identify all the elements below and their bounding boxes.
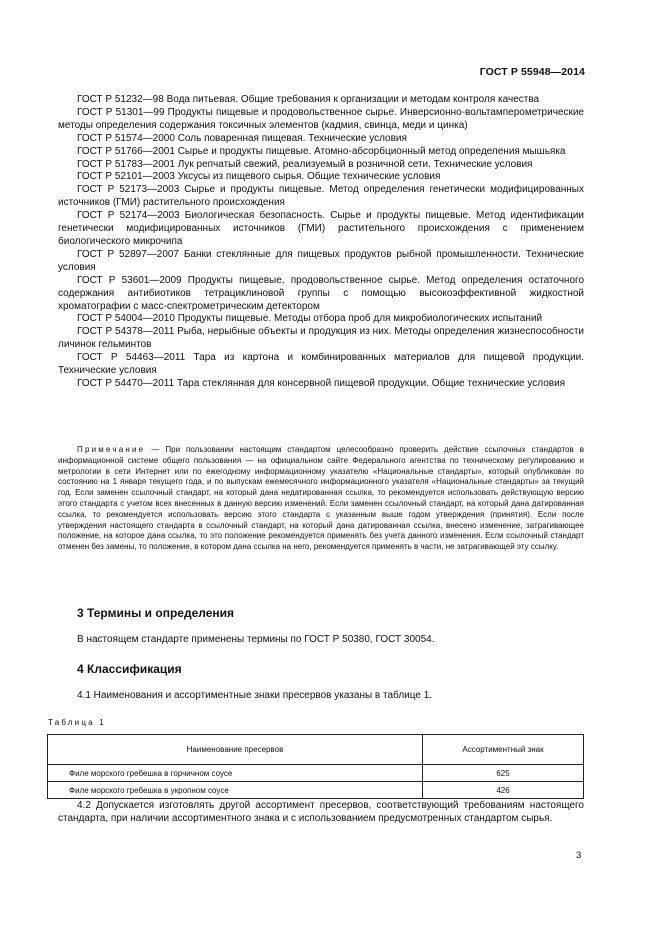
reference-item: ГОСТ Р 51232—98 Вода питьевая. Общие требования к организации и методам контроля качества <box>77 94 540 105</box>
reference-item: ГОСТ Р 51766—2001 Сырье и продукты пищевые. Атомно-абсорбционный метод определения мышьяка <box>77 145 566 157</box>
product-name-cell: Филе морского гребешка в горчичном соусе <box>48 765 423 782</box>
document-id-header: ГОСТ Р 55948—2014 <box>479 66 585 78</box>
note-text: — При пользовании настоящим стандартом целесообразно проверить действие ссылочных стандартов в информационной системе общего пользования — на официальном сайте Федерального агентства по техническому регулированию и метрологии в сети Интернет или по ежегодному информационному указателю «Национальные стандарты», который опубликован по состоянию на 1 января текущего года, и по выпускам ежемесячного информационного указателя «Национальные стандарты» за текущий год. Если заменен ссылочный стандарт, на который дана недатированная ссылка, то рекомендуется использовать действующую версию этого стандарта с учетом всех внесенных в данную версию изменений. Если заменен ссылочный стандарт, на который дана датированная ссылка, то рекомендуется использовать версию этого стандарта с указанным выше годом утверждения (принятия). Если после утверждения настоящего стандарта в ссылочный стандарт, на который дана датированная ссылка, внесено изменение, затрагивающее положение, на которое дана ссылка, то это положение рекомендуется применять без учета данного изменения. Если ссылочный стандарт отменен без замены, то положение, в котором дана ссылка на него, рекомендуется применять в части, не затрагивающей эту ссылку. <box>58 445 584 552</box>
reference-item: ГОСТ Р 53601—2009 Продукты пищевые, продовольственное сырье. Метод определения остаточного содержания антибиотиков тетрациклиновой группы с помощью высокоэффективной жидкостной хроматографии с масс-спектрометрическим детектором <box>58 274 584 312</box>
column-header-name: Наименование пресервов <box>48 735 423 765</box>
section-4-heading: 4 Классификация <box>77 662 182 676</box>
table-header-row <box>48 735 584 765</box>
assortment-code-cell: 625 <box>423 765 584 782</box>
section-3-text: В настоящем стандарте применены термины по ГОСТ Р 50380, ГОСТ 30054. <box>77 634 435 645</box>
reference-item: ГОСТ Р 51301—99 Продукты пищевые и продовольственное сырье. Инверсионно-вольтамперометрические методы определения содержания токсичных элементов (кадмия, свинца, меди и цинка) <box>58 106 584 131</box>
column-header-code: Ассортиментный знак <box>423 735 584 765</box>
table-row <box>48 765 584 782</box>
paragraph-4-1: 4.1 Наименования и ассортиментные знаки пресервов указаны в таблице 1. <box>77 690 433 701</box>
reference-item: ГОСТ Р 51574—2000 Соль поваренная пищевая. Технические условия <box>77 132 407 144</box>
note-label: Примечание <box>77 445 146 454</box>
product-name-cell: Филе морского гребешка в укропном соусе <box>48 782 423 799</box>
reference-item: ГОСТ Р 54004—2010 Продукты пищевые. Методы отбора проб для микробиологических испытаний <box>77 313 543 325</box>
reference-item: ГОСТ Р 52173—2003 Сырье и продукты пищевые. Метод определения генетически модифицированных источников (ГМИ) растительного происхождения <box>58 184 584 209</box>
reference-item: ГОСТ Р 52897—2007 Банки стеклянные для пищевых продуктов рыбной промышленности. Технические условия <box>58 248 584 273</box>
assortment-code-cell: 426 <box>423 782 584 799</box>
paragraph-4-2: 4.2 Допускается изготовлять другой ассортимент пресервов, соответствующий требованиям настоящего стандарта, при наличии ассортиментного знака и с использованием предусмотренных стандартом сырья. <box>58 800 584 824</box>
note-block <box>58 445 584 553</box>
page-number: 3 <box>576 850 582 861</box>
reference-item: ГОСТ Р 51783—2001 Лук репчатый свежий, реализуемый в розничной сети. Технические условия <box>77 158 533 170</box>
reference-item: ГОСТ Р 54470—2011 Тара стеклянная для консервной пищевой продукции. Общие технические условия <box>77 377 566 389</box>
reference-item: ГОСТ Р 52101—2003 Уксусы из пищевого сырья. Общие технические условия <box>77 171 441 183</box>
section-3-heading: 3 Термины и определения <box>77 606 235 620</box>
reference-item: ГОСТ Р 54463—2011 Тара из картона и комбинированных материалов для пищевой продукции. Технические условия <box>58 352 584 377</box>
table-caption: Таблица 1 <box>48 718 106 727</box>
normative-references-list <box>58 94 584 391</box>
table-row <box>48 782 584 799</box>
reference-item: ГОСТ Р 54378—2011 Рыба, нерыбные объекты и продукция из них. Методы определения жизнеспособности личинок гельминтов <box>58 326 584 351</box>
reference-item: ГОСТ Р 52174—2003 Биологическая безопасность. Сырье и продукты пищевые. Метод идентификации генетически модифицированных источников (ГМИ) растительного происхождения с применением биологического микрочипа <box>58 210 584 247</box>
assortment-table <box>47 734 584 799</box>
